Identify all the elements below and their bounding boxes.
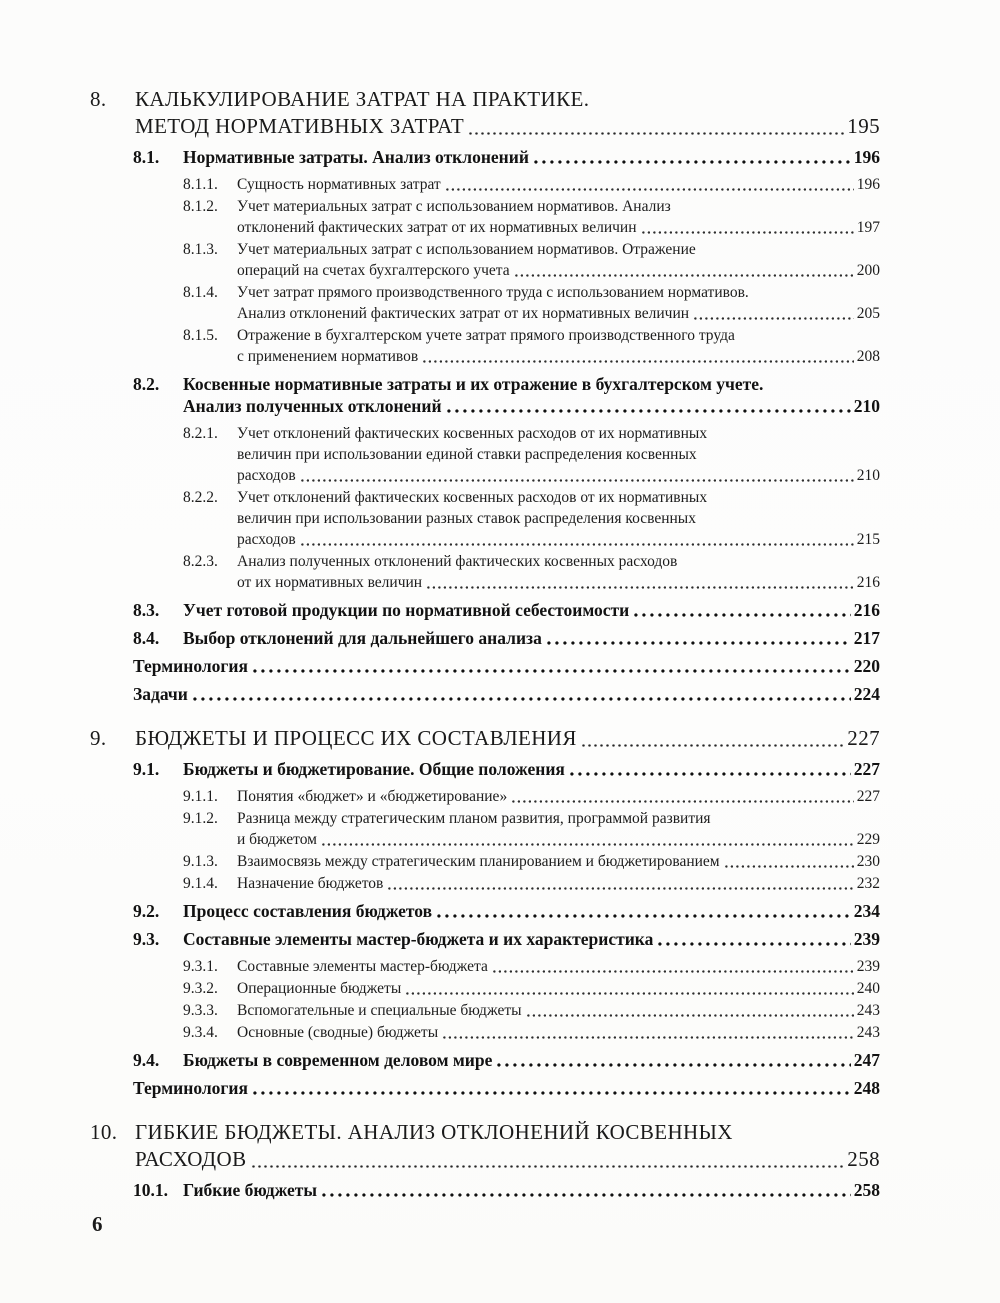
toc-entry-number: 9.3.3. — [183, 1002, 218, 1019]
toc-entry-page: 205 — [856, 305, 880, 322]
toc-entry-line — [237, 487, 880, 508]
toc-entry-title: отклонений фактических затрат от их нормативных величин — [237, 219, 637, 236]
toc-entry-title: Отражение в бухгалтерском учете затрат прямого производственного труда — [237, 327, 735, 344]
dot-leader — [634, 613, 851, 617]
toc-entry-number: 8.1.3. — [183, 241, 218, 258]
toc-entry — [90, 599, 880, 621]
toc-entry-line — [237, 465, 880, 486]
dot-leader — [493, 970, 854, 973]
toc-entry-number: 8. — [90, 87, 107, 111]
toc-entry — [90, 725, 880, 752]
toc-entry-page: 208 — [856, 348, 880, 365]
toc-entry-body — [237, 239, 880, 281]
toc-entry-body — [237, 873, 880, 894]
toc-entry-page: 216 — [856, 574, 880, 591]
toc-entry — [90, 551, 880, 593]
toc — [90, 86, 880, 1207]
toc-entry — [90, 146, 880, 168]
dot-leader — [447, 409, 851, 413]
toc-entry-title: операций на счетах бухгалтерского учета — [237, 262, 510, 279]
toc-entry-line — [135, 1119, 880, 1146]
toc-entry-number: 8.1. — [133, 147, 160, 167]
toc-entry-page: 240 — [856, 980, 880, 997]
toc-entry-page: 210 — [856, 467, 880, 484]
toc-entry-page: 195 — [847, 114, 880, 138]
toc-entry-page: 215 — [856, 531, 880, 548]
toc-entry-line — [237, 978, 880, 999]
toc-entry — [90, 1049, 880, 1071]
toc-entry-body — [183, 928, 880, 950]
toc-entry-line — [183, 758, 880, 780]
toc-entry-number: 9.1.4. — [183, 875, 218, 892]
dot-leader — [658, 942, 850, 946]
toc-entry-page: 248 — [853, 1078, 880, 1098]
toc-entry-title: Учет материальных затрат с использованием нормативов. Отражение — [237, 241, 696, 258]
dot-leader — [253, 669, 851, 673]
toc-entry-line — [133, 683, 880, 705]
toc-entry-line — [237, 239, 880, 260]
toc-entry-page: 220 — [853, 656, 880, 676]
toc-entry-line — [183, 900, 880, 922]
toc-entry — [90, 758, 880, 780]
toc-entry-page: 196 — [853, 147, 880, 167]
toc-entry-title: Анализ полученных отклонений — [183, 396, 442, 416]
toc-entry-title: Терминология — [133, 1078, 248, 1098]
toc-entry-line — [183, 928, 880, 950]
toc-entry-title: Бюджеты и бюджетирование. Общие положения — [183, 759, 565, 779]
toc-entry-line — [183, 395, 880, 417]
toc-entry-page: 239 — [853, 929, 880, 949]
toc-entry-title: БЮДЖЕТЫ И ПРОЦЕСС ИХ СОСТАВЛЕНИЯ — [135, 726, 577, 750]
dot-leader — [253, 1091, 851, 1095]
toc-entry-line — [237, 444, 880, 465]
toc-entry-title: Выбор отклонений для дальнейшего анализа — [183, 628, 542, 648]
toc-entry-title: Бюджеты в современном деловом мире — [183, 1050, 493, 1070]
toc-entry-page: 197 — [856, 219, 880, 236]
toc-entry-number: 8.2.1. — [183, 425, 218, 442]
toc-entry-body — [237, 174, 880, 195]
toc-entry-number: 9.1. — [133, 759, 160, 779]
toc-entry-page: 234 — [853, 901, 880, 921]
toc-entry-body — [183, 599, 880, 621]
toc-entry-body — [237, 325, 880, 367]
toc-entry-title: Разница между стратегическим планом развития, программой развития — [237, 810, 711, 827]
toc-entry-body — [135, 1119, 880, 1173]
toc-entry-line — [237, 303, 880, 324]
toc-entry-number: 9.1.1. — [183, 788, 218, 805]
toc-entry-title: КАЛЬКУЛИРОВАНИЕ ЗАТРАТ НА ПРАКТИКЕ. — [135, 87, 590, 111]
toc-entry-body — [183, 1179, 880, 1201]
toc-entry-title: от их нормативных величин — [237, 574, 423, 591]
toc-entry-number: 8.1.5. — [183, 327, 218, 344]
toc-entry-title: величин при использовании единой ставки распределения косвенных — [237, 446, 697, 463]
toc-entry — [90, 423, 880, 486]
toc-entry-page: 216 — [853, 600, 880, 620]
toc-entry-number: 8.1.1. — [183, 176, 218, 193]
toc-entry-body — [237, 551, 880, 593]
toc-entry-title: Составные элементы мастер-бюджета — [237, 958, 488, 975]
toc-entry-page: 224 — [853, 684, 880, 704]
toc-entry-line — [237, 1022, 880, 1043]
toc-entry-line — [237, 572, 880, 593]
toc-entry-line — [133, 655, 880, 677]
toc-entry — [90, 786, 880, 807]
toc-entry — [90, 174, 880, 195]
toc-entry-line — [237, 956, 880, 977]
dot-leader — [443, 1036, 854, 1039]
toc-entry-page: 227 — [856, 788, 880, 805]
dot-leader — [527, 1014, 854, 1017]
dot-leader — [582, 744, 845, 747]
toc-entry-body — [183, 627, 880, 649]
toc-entry-number: 8.2.2. — [183, 489, 218, 506]
toc-entry-body — [133, 683, 880, 705]
toc-entry-body — [183, 373, 880, 417]
toc-entry-line — [237, 1000, 880, 1021]
toc-entry-body — [133, 655, 880, 677]
dot-leader — [642, 231, 854, 234]
toc-entry-page: 229 — [856, 831, 880, 848]
toc-entry-page: 239 — [856, 958, 880, 975]
toc-entry — [90, 873, 880, 894]
toc-entry-page: 217 — [853, 628, 880, 648]
toc-entry-line — [135, 86, 880, 113]
dot-leader — [547, 641, 851, 645]
dot-leader — [725, 865, 854, 868]
dot-leader — [694, 317, 854, 320]
toc-entry-line — [237, 873, 880, 894]
toc-entry-line — [237, 508, 880, 529]
dot-leader — [193, 697, 851, 701]
toc-entry — [90, 373, 880, 417]
toc-entry-number: 9.2. — [133, 901, 160, 921]
dot-leader — [301, 543, 854, 546]
toc-entry-line — [135, 113, 880, 140]
toc-entry-title: величин при использовании разных ставок распределения косвенных — [237, 510, 696, 527]
toc-entry — [90, 1179, 880, 1201]
toc-entry-body — [183, 758, 880, 780]
toc-entry-page: 258 — [853, 1180, 880, 1200]
toc-entry — [90, 627, 880, 649]
dot-leader — [446, 188, 854, 191]
toc-entry-number: 9.1.2. — [183, 810, 218, 827]
toc-entry-line — [183, 1179, 880, 1201]
toc-entry-line — [237, 260, 880, 281]
toc-entry-title: Косвенные нормативные затраты и их отражение в бухгалтерском учете. — [183, 374, 764, 394]
toc-entry-body — [237, 786, 880, 807]
toc-entry — [90, 1022, 880, 1043]
toc-entry-line — [183, 599, 880, 621]
dot-leader — [301, 479, 854, 482]
toc-entry — [90, 282, 880, 324]
toc-entry-line — [237, 174, 880, 195]
toc-entry-title: расходов — [237, 467, 296, 484]
toc-entry-line — [237, 325, 880, 346]
dot-leader — [437, 914, 851, 918]
toc-entry-number: 8.2.3. — [183, 553, 218, 570]
dot-leader — [469, 132, 844, 135]
toc-entry-line — [237, 529, 880, 550]
toc-entry-title: Операционные бюджеты — [237, 980, 402, 997]
toc-entry-page: 227 — [847, 726, 880, 750]
toc-entry-body — [237, 978, 880, 999]
toc-entry-line — [237, 829, 880, 850]
toc-entry-title: Взаимосвязь между стратегическим планированием и бюджетированием — [237, 853, 720, 870]
toc-entry-line — [237, 196, 880, 217]
toc-entry-title: Учет затрат прямого производственного труда с использованием нормативов. — [237, 284, 749, 301]
toc-entry-body — [237, 487, 880, 550]
dot-leader — [570, 772, 851, 776]
dot-leader — [406, 992, 854, 995]
toc-entry-title: и бюджетом — [237, 831, 317, 848]
toc-entry-title: ГИБКИЕ БЮДЖЕТЫ. АНАЛИЗ ОТКЛОНЕНИЙ КОСВЕННЫХ — [135, 1120, 733, 1144]
toc-entry-line — [237, 217, 880, 238]
toc-entry — [90, 487, 880, 550]
toc-entry-title: Анализ полученных отклонений фактических косвенных расходов — [237, 553, 678, 570]
toc-entry-title: расходов — [237, 531, 296, 548]
toc-entry-number: 9.3.2. — [183, 980, 218, 997]
toc-entry-body — [183, 1049, 880, 1071]
dot-leader — [322, 1193, 851, 1197]
toc-entry-title: Основные (сводные) бюджеты — [237, 1024, 439, 1041]
toc-entry-number: 8.4. — [133, 628, 160, 648]
toc-entry-number: 9.4. — [133, 1050, 160, 1070]
toc-entry-page: 243 — [856, 1024, 880, 1041]
dot-leader — [515, 274, 854, 277]
toc-entry — [90, 683, 880, 705]
toc-entry-line — [183, 1049, 880, 1071]
dot-leader — [534, 160, 851, 164]
dot-leader — [497, 1063, 850, 1067]
toc-entry-title: Процесс составления бюджетов — [183, 901, 433, 921]
toc-entry — [90, 655, 880, 677]
toc-entry-number: 9.1.3. — [183, 853, 218, 870]
toc-entry-title: Учет готовой продукции по нормативной себестоимости — [183, 600, 630, 620]
toc-entry — [90, 808, 880, 850]
toc-entry-body — [183, 146, 880, 168]
toc-entry-title: Вспомогательные и специальные бюджеты — [237, 1002, 522, 1019]
toc-entry-body — [237, 1000, 880, 1021]
toc-entry-body — [237, 956, 880, 977]
toc-entry-page: 258 — [847, 1147, 880, 1171]
toc-entry-body — [135, 86, 880, 140]
toc-entry — [90, 851, 880, 872]
toc-entry-line — [183, 146, 880, 168]
toc-entry-line — [237, 786, 880, 807]
toc-entry-body — [237, 196, 880, 238]
toc-entry-line — [135, 1146, 880, 1173]
page-number: 6 — [92, 1212, 103, 1236]
toc-entry — [90, 196, 880, 238]
toc-entry — [90, 1000, 880, 1021]
toc-entry-title: Гибкие бюджеты — [183, 1180, 318, 1200]
toc-entry-line — [183, 627, 880, 649]
toc-entry-number: 10.1. — [133, 1180, 168, 1200]
toc-entry-title: Составные элементы мастер-бюджета и их характеристика — [183, 929, 654, 949]
toc-entry-body — [237, 808, 880, 850]
toc-entry-line — [237, 282, 880, 303]
toc-entry-title: с применением нормативов — [237, 348, 419, 365]
toc-entry-title: Учет материальных затрат с использованием нормативов. Анализ — [237, 198, 671, 215]
toc-entry-line — [183, 373, 880, 395]
toc-entry-page: 243 — [856, 1002, 880, 1019]
toc-entry-number: 9.3. — [133, 929, 160, 949]
toc-entry — [90, 956, 880, 977]
toc-entry — [90, 1119, 880, 1173]
dot-leader — [322, 843, 854, 846]
toc-entry-page: 230 — [856, 853, 880, 870]
toc-entry-page: 247 — [853, 1050, 880, 1070]
toc-entry — [90, 978, 880, 999]
toc-entry-line — [133, 1077, 880, 1099]
toc-entry-number: 9.3.1. — [183, 958, 218, 975]
toc-entry-number: 8.2. — [133, 374, 160, 394]
toc-entry-number: 9. — [90, 726, 107, 750]
toc-entry-number: 8.1.4. — [183, 284, 218, 301]
toc-entry-title: Терминология — [133, 656, 248, 676]
toc-entry-title: Анализ отклонений фактических затрат от их нормативных величин — [237, 305, 690, 322]
dot-leader — [427, 586, 854, 589]
toc-entry-title: Учет отклонений фактических косвенных расходов от их нормативных — [237, 425, 708, 442]
toc-entry-title: Понятия «бюджет» и «бюджетирование» — [237, 788, 508, 805]
toc-entry-title: МЕТОД НОРМАТИВНЫХ ЗАТРАТ — [135, 114, 465, 138]
toc-entry-body — [237, 423, 880, 486]
toc-entry-line — [237, 851, 880, 872]
dot-leader — [252, 1165, 845, 1168]
dot-leader — [423, 360, 854, 363]
toc-entry — [90, 325, 880, 367]
toc-entry-page: 200 — [856, 262, 880, 279]
toc-entry-body — [237, 282, 880, 324]
toc-entry — [90, 900, 880, 922]
toc-entry — [90, 1077, 880, 1099]
toc-entry-page: 210 — [853, 396, 880, 416]
toc-entry-body — [135, 725, 880, 752]
toc-entry-body — [133, 1077, 880, 1099]
dot-leader — [512, 800, 854, 803]
toc-entry-line — [237, 346, 880, 367]
toc-entry-title: Задачи — [133, 684, 188, 704]
toc-entry-page: 232 — [856, 875, 880, 892]
toc-entry-line — [135, 725, 880, 752]
toc-entry-line — [237, 551, 880, 572]
toc-entry-title: РАСХОДОВ — [135, 1147, 247, 1171]
toc-entry-title: Учет отклонений фактических косвенных расходов от их нормативных — [237, 489, 708, 506]
toc-entry-number: 9.3.4. — [183, 1024, 218, 1041]
toc-entry-number: 8.1.2. — [183, 198, 218, 215]
toc-entry-number: 10. — [90, 1120, 118, 1144]
toc-entry-page: 227 — [853, 759, 880, 779]
toc-entry-body — [237, 851, 880, 872]
toc-entry-line — [237, 423, 880, 444]
dot-leader — [388, 887, 853, 890]
toc-entry — [90, 928, 880, 950]
toc-entry-body — [237, 1022, 880, 1043]
toc-entry — [90, 239, 880, 281]
toc-entry-page: 196 — [856, 176, 880, 193]
toc-entry-body — [183, 900, 880, 922]
toc-entry-number: 8.3. — [133, 600, 160, 620]
toc-entry — [90, 86, 880, 140]
toc-entry-line — [237, 808, 880, 829]
toc-entry-title: Сущность нормативных затрат — [237, 176, 441, 193]
toc-entry-title: Назначение бюджетов — [237, 875, 384, 892]
toc-entry-title: Нормативные затраты. Анализ отклонений — [183, 147, 529, 167]
